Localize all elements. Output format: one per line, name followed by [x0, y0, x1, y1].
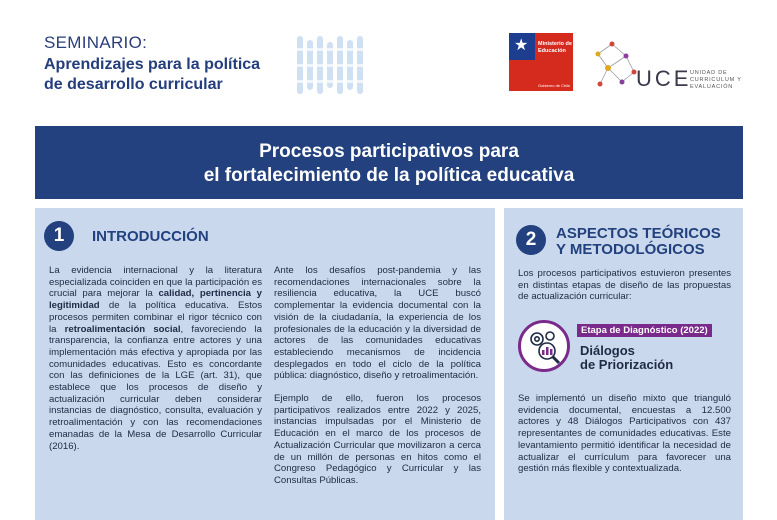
seminar-title-line2: de desarrollo curricular	[44, 76, 223, 93]
methodology-panel	[504, 208, 743, 520]
stage-badge: Etapa de Diagnóstico (2022)	[577, 324, 712, 337]
section-number: 1	[44, 221, 74, 251]
uce-subtitle: UNIDAD DE CURRICULUM Y EVALUACIÓN	[690, 70, 742, 90]
intro-paragraph: La evidencia internacional y la literatura especializada coinciden en que la participación es crucial para mejorar la calidad, pertinencia y legitimidad de la política educativa. Estos procesos permiten combinar el rigor técnico con la retroalimentación social, favoreciendo la transparencia, la confianza entre actores y una implementación más efectiva y apropiada por las comunidades educativas. Esto es concordante con las definiciones de la LGE (art. 31), que establece que los procesos de diseño y actualización curricular deben considerar instancias de diagnóstico, consulta, evaluación y retroalimentación y con las recomendaciones emanadas de la Mesa de Desarrollo Curricular (2016).	[49, 265, 262, 452]
ministry-name: Ministerio de Educación	[538, 41, 572, 54]
intro-column-1	[49, 265, 262, 463]
seminar-title-line1: Aprendizajes para la política	[44, 56, 261, 73]
ministry-logo	[509, 33, 573, 91]
stage-description: Se implementó un diseño mixto que trianguló evidencia documental, encuestas a 12.500 actores y 48 Diálogos Participativos con 437 representantes de comunidades educativas. Este levantamiento permitió identificar la necesidad de actualizar el currículum para favorecer una gestión más flexible y contextualizada.	[518, 393, 731, 475]
section-number: 2	[516, 225, 546, 255]
header	[0, 0, 777, 120]
ministry-footer: Gobierno de Chile	[538, 83, 571, 88]
banner-title-line1: Procesos participativos para	[259, 141, 519, 162]
methodology-intro: Los procesos participativos estuvieron presentes en distintas etapas de diseño de las propuestas de actualización curricular:	[518, 268, 731, 303]
seminar-label: SEMINARIO:	[44, 33, 148, 52]
uce-name: UCE	[636, 66, 692, 91]
main-title-banner	[35, 126, 743, 199]
intro-column-2	[274, 265, 481, 498]
banner-title-line2: el fortalecimiento de la política educativa	[203, 165, 575, 186]
intro-paragraph: Ejemplo de ello, fueron los procesos participativos realizados entre 2022 y 2025, instancias impulsadas por el Ministerio de Educación en el marco de los procesos de Actualización Curricular que movilizaron a cerca de un millón de personas en hitos como el Congreso Pedagógico y Curricular y las Consultas Públicas.	[274, 393, 481, 486]
section-title: INTRODUCCIÓN	[92, 228, 209, 245]
seminar-title	[44, 55, 304, 95]
stage-name: Diálogos de Priorización	[580, 343, 674, 372]
section-title: ASPECTOS TEÓRICOS Y METODOLÓGICOS	[556, 225, 721, 258]
gears-magnifier-icon	[518, 320, 570, 372]
star-icon: ★	[514, 37, 529, 54]
intro-paragraph: Ante los desafíos post-pandemia y las recomendaciones internacionales sobre la resiliencia educativa, la UCE buscó complementar la evidencia documental con la visión de la ciudadanía, la experiencia de los profesionales de la educación y la diversidad de actores de las comunidades educativas estableciendo mecanismos de incidencia desplegados en todo el ciclo de la política pública: diagnóstico, diseño y retroalimentación.	[274, 265, 481, 382]
decorative-pattern	[295, 34, 369, 96]
introduction-panel	[35, 208, 495, 520]
